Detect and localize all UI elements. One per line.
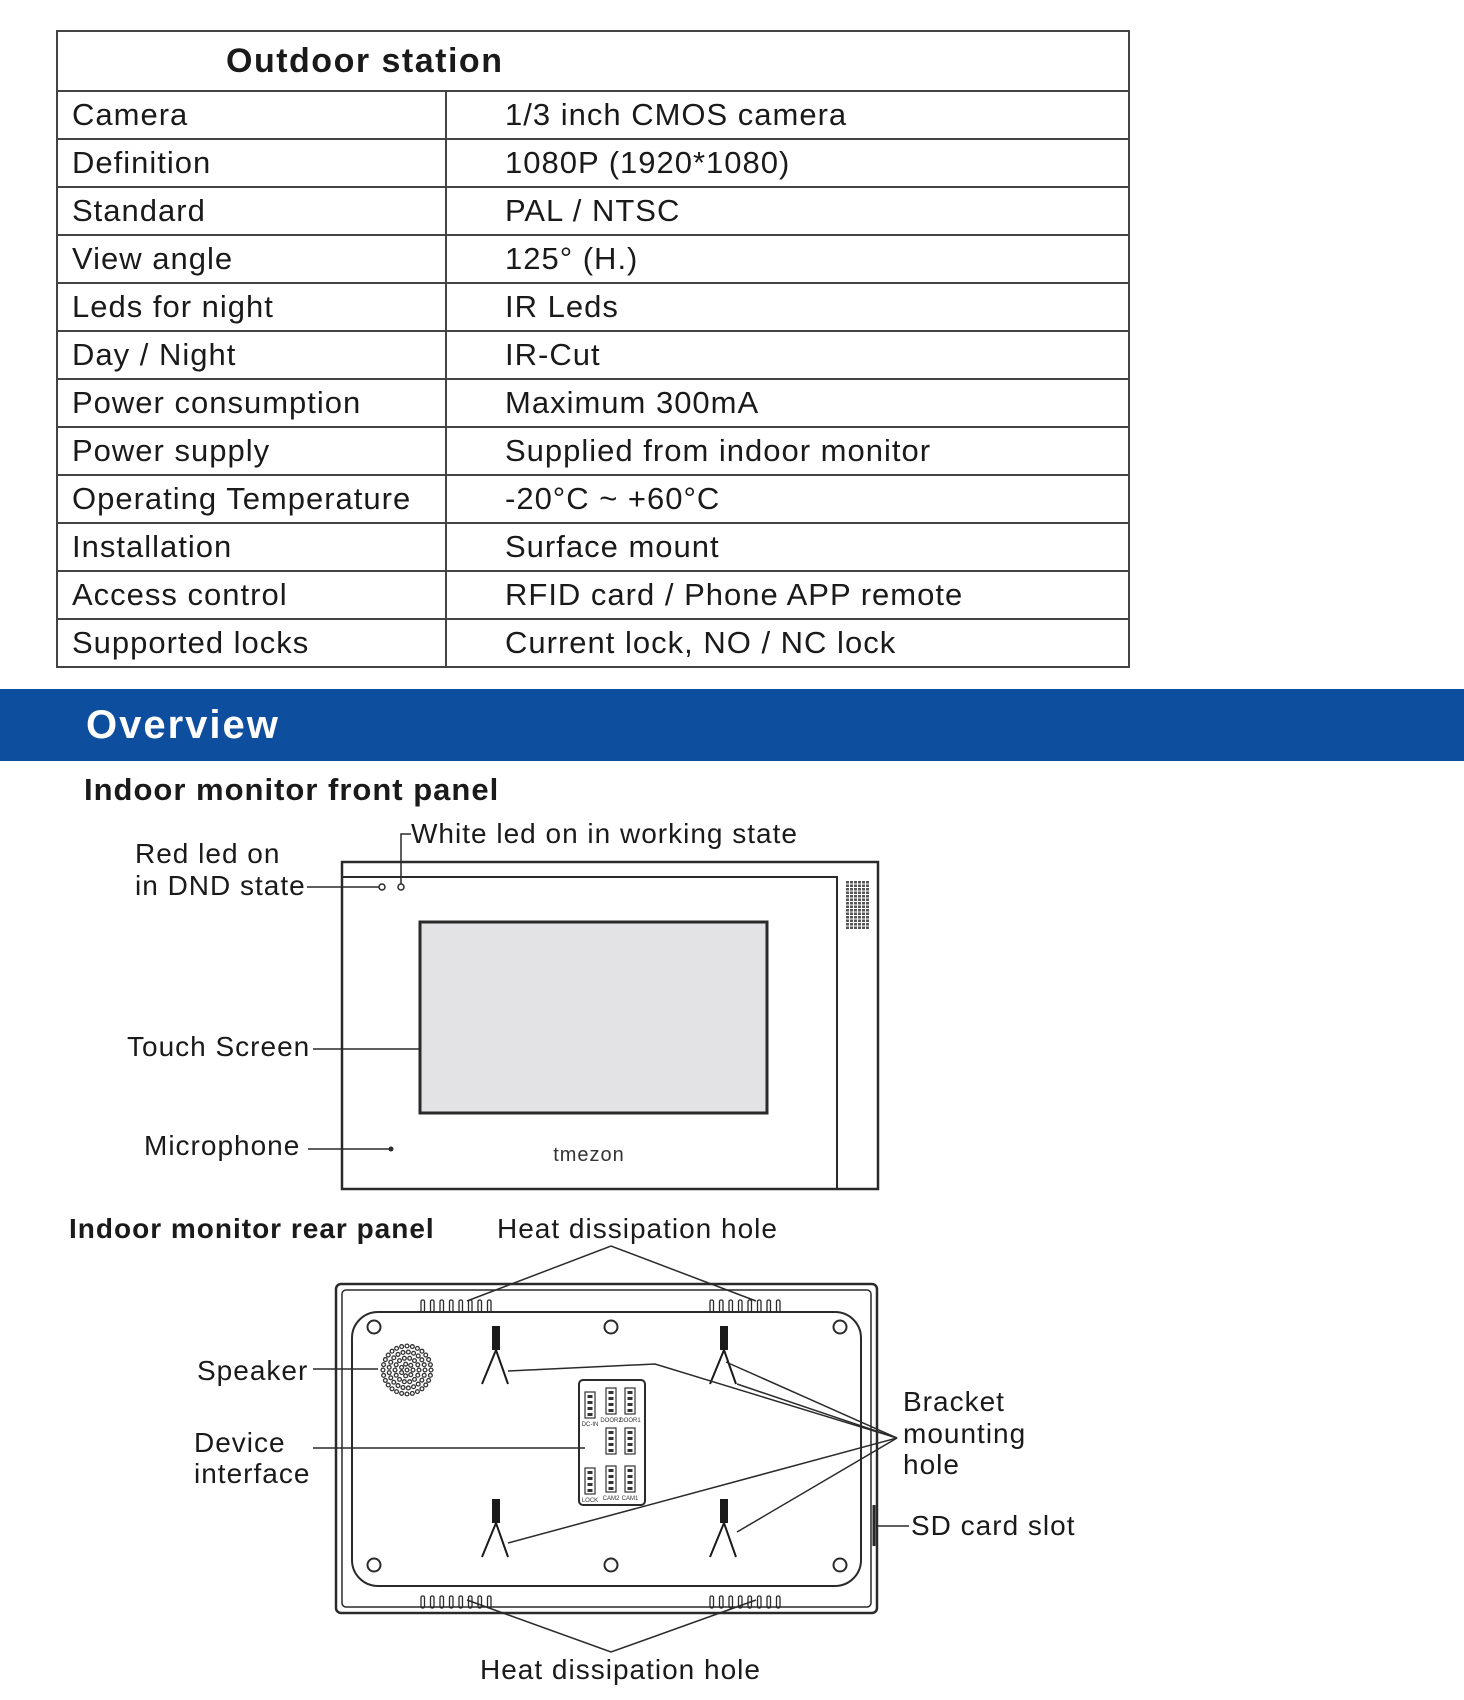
spec-label: Supported locks [57, 619, 446, 667]
spec-value: RFID card / Phone APP remote [446, 571, 1129, 619]
bracket-mounting-holes [482, 1326, 736, 1557]
spec-label: Installation [57, 523, 446, 571]
microphone-icon [389, 1147, 393, 1151]
sd-card-label: SD card slot [911, 1510, 1076, 1541]
speaker-icon [381, 1344, 433, 1396]
touch-screen-display [420, 922, 767, 1113]
bracket-hook-icon [482, 1326, 508, 1384]
spec-value: Supplied from indoor monitor [446, 427, 1129, 475]
grille-icon [846, 881, 869, 929]
bracket-hook-icon [482, 1499, 508, 1557]
spec-label: Standard [57, 187, 446, 235]
rear-panel-title: Indoor monitor rear panel [69, 1213, 435, 1244]
white-led-label: White led on in working state [411, 818, 798, 849]
screw-hole-icon [605, 1321, 618, 1334]
bracket-hook-icon [710, 1326, 736, 1384]
screw-hole-icon [368, 1559, 381, 1572]
spec-value: PAL / NTSC [446, 187, 1129, 235]
connector-label: DC-IN [581, 1422, 599, 1428]
spec-label: Leds for night [57, 283, 446, 331]
heat-hole-top-leader [467, 1246, 756, 1301]
bracket-label-line1: Bracket [903, 1386, 1005, 1417]
microphone-label: Microphone [144, 1130, 301, 1161]
red-led-label-line1: Red led on [135, 838, 281, 869]
spec-label: Camera [57, 91, 446, 139]
spec-value: 125° (H.) [446, 235, 1129, 283]
bracket-label-line2: mounting [903, 1418, 1027, 1449]
spec-value: IR-Cut [446, 331, 1129, 379]
touch-screen-label: Touch Screen [127, 1031, 311, 1062]
rear-panel-diagram [313, 1246, 909, 1652]
connector-label: CAM2 [602, 1496, 620, 1502]
spec-table-title: Outdoor station [57, 31, 1129, 91]
screw-hole-icon [834, 1559, 847, 1572]
spec-value: Surface mount [446, 523, 1129, 571]
bracket-hook-icon [710, 1499, 736, 1557]
bracket-label-line3: hole [903, 1449, 960, 1480]
device-interface-label-line2: interface [194, 1458, 311, 1489]
spec-label: Access control [57, 571, 446, 619]
spec-value: Current lock, NO / NC lock [446, 619, 1129, 667]
front-panel-diagram [307, 834, 878, 1189]
screw-hole-icon [368, 1321, 381, 1334]
spec-value: 1/3 inch CMOS camera [446, 91, 1129, 139]
brand-logo: tmezon [553, 1144, 625, 1166]
white-led-icon [398, 884, 404, 890]
red-led-label-line2: in DND state [135, 870, 306, 901]
connector-label: DOOR1 [619, 1418, 641, 1424]
screw-hole-icon [834, 1321, 847, 1334]
spec-label: Day / Night [57, 331, 446, 379]
device-interface-label-line1: Device [194, 1427, 286, 1458]
heat-hole-bottom-label: Heat dissipation hole [480, 1654, 761, 1685]
spec-label: Power consumption [57, 379, 446, 427]
overview-title: Overview [86, 703, 280, 747]
red-led-icon [379, 884, 385, 890]
device-interface-connector [579, 1380, 645, 1505]
front-panel-title: Indoor monitor front panel [84, 772, 500, 807]
spec-label: Power supply [57, 427, 446, 475]
connector-label: LOCK [581, 1498, 599, 1504]
spec-value: IR Leds [446, 283, 1129, 331]
bracket-leader-lines [508, 1362, 897, 1543]
heat-hole-top-label: Heat dissipation hole [497, 1213, 778, 1244]
spec-value: Maximum 300mA [446, 379, 1129, 427]
connector-label: CAM1 [621, 1496, 639, 1502]
screw-hole-icon [605, 1559, 618, 1572]
spec-label: View angle [57, 235, 446, 283]
spec-label: Operating Temperature [57, 475, 446, 523]
connector-label: DOOR2 [600, 1418, 622, 1424]
spec-value: 1080P (1920*1080) [446, 139, 1129, 187]
spec-label: Definition [57, 139, 446, 187]
spec-value: -20°C ~ +60°C [446, 475, 1129, 523]
speaker-label: Speaker [197, 1355, 309, 1386]
